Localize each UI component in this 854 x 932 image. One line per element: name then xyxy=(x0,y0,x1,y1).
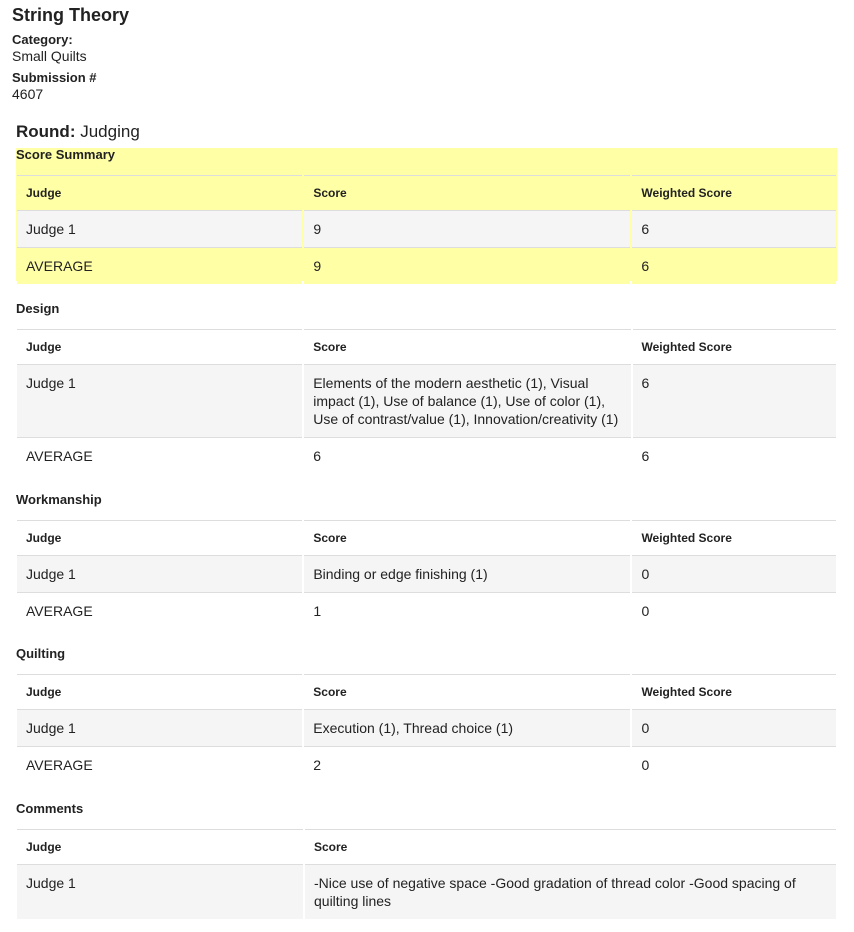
col-header-judge: Judge xyxy=(17,674,302,709)
table-header-row xyxy=(17,329,836,364)
cell-comment: -Nice use of negative space -Good gradation of thread color -Good spacing of quilting lines xyxy=(305,864,836,919)
table-row-average xyxy=(17,247,836,284)
cell-weighted: 6 xyxy=(633,364,837,437)
score-summary-section xyxy=(16,148,837,281)
cell-judge: AVERAGE xyxy=(17,247,302,284)
cell-score: Binding or edge finishing (1) xyxy=(304,555,630,592)
cell-judge: AVERAGE xyxy=(17,437,302,474)
table-header-row xyxy=(17,175,836,210)
cell-score: 1 xyxy=(304,592,630,629)
entry-title: String Theory xyxy=(12,5,130,25)
category-label: Category: xyxy=(12,32,73,47)
cell-weighted: 6 xyxy=(633,437,837,474)
table-header-row xyxy=(17,520,836,555)
cell-weighted: 0 xyxy=(632,592,836,629)
round-heading xyxy=(16,122,140,142)
table-row xyxy=(17,364,836,437)
quilting-section xyxy=(16,647,837,783)
col-header-score: Score xyxy=(305,829,836,864)
comments-table xyxy=(15,829,838,919)
cell-score: Execution (1), Thread choice (1) xyxy=(304,709,630,746)
cell-weighted: 6 xyxy=(632,210,836,247)
cell-weighted: 0 xyxy=(632,746,836,783)
col-header-judge: Judge xyxy=(17,175,302,210)
table-row xyxy=(17,709,836,746)
cell-score: 9 xyxy=(304,247,630,284)
table-row xyxy=(17,864,836,919)
design-section xyxy=(16,302,837,474)
quilting-table xyxy=(15,674,838,783)
col-header-weighted: Weighted Score xyxy=(632,674,836,709)
cell-judge: Judge 1 xyxy=(17,364,302,437)
comments-section xyxy=(16,802,837,919)
cell-score: Elements of the modern aesthetic (1), Visual impact (1), Use of balance (1), Use of color (1), Use of contrast/value (1), Innovation/creativity (1) xyxy=(304,364,630,437)
cell-judge: Judge 1 xyxy=(17,864,303,919)
col-header-judge: Judge xyxy=(17,520,302,555)
section-title: Comments xyxy=(16,801,84,816)
score-summary-table xyxy=(15,175,838,284)
cell-weighted: 6 xyxy=(632,247,836,284)
col-header-weighted: Weighted Score xyxy=(632,520,836,555)
cell-weighted: 0 xyxy=(632,555,836,592)
cell-judge: Judge 1 xyxy=(17,709,302,746)
workmanship-section xyxy=(16,493,837,629)
table-row-average xyxy=(17,746,836,783)
table-header-row xyxy=(17,674,836,709)
cell-judge: AVERAGE xyxy=(17,592,302,629)
submission-label: Submission # xyxy=(12,70,97,85)
table-row-average xyxy=(17,437,836,474)
col-header-weighted: Weighted Score xyxy=(633,329,837,364)
col-header-judge: Judge xyxy=(17,329,302,364)
table-header-row xyxy=(17,829,836,864)
category-value: Small Quilts xyxy=(12,48,87,64)
col-header-score: Score xyxy=(304,329,630,364)
section-title: Design xyxy=(16,301,60,316)
design-table xyxy=(15,329,838,474)
workmanship-table xyxy=(15,520,838,629)
col-header-judge: Judge xyxy=(17,829,303,864)
table-row xyxy=(17,555,836,592)
cell-weighted: 0 xyxy=(632,709,836,746)
cell-judge: Judge 1 xyxy=(17,210,302,247)
cell-score: 6 xyxy=(304,437,630,474)
round-value: Judging xyxy=(80,122,140,141)
cell-judge: AVERAGE xyxy=(17,746,302,783)
col-header-score: Score xyxy=(304,520,630,555)
section-title: Quilting xyxy=(16,646,66,661)
round-label: Round: xyxy=(16,122,76,141)
section-title: Workmanship xyxy=(16,492,102,507)
section-title: Score Summary xyxy=(16,147,115,162)
col-header-score: Score xyxy=(304,674,630,709)
submission-value: 4607 xyxy=(12,86,44,102)
cell-score: 9 xyxy=(304,210,630,247)
cell-score: 2 xyxy=(304,746,630,783)
table-row xyxy=(17,210,836,247)
table-row-average xyxy=(17,592,836,629)
col-header-score: Score xyxy=(304,175,630,210)
col-header-weighted: Weighted Score xyxy=(632,175,836,210)
cell-judge: Judge 1 xyxy=(17,555,302,592)
